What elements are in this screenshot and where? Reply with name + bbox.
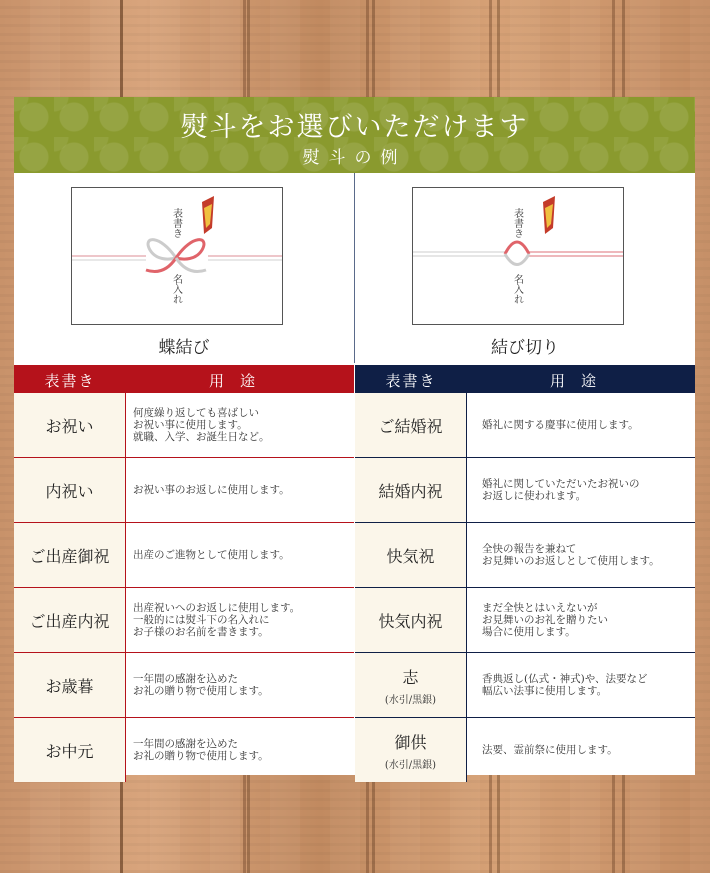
table-row <box>355 588 695 653</box>
row-name <box>355 523 467 587</box>
row-desc: 出産祝いへのお返しに使用します。 一般的には熨斗下の名入れに お子様のお名前を書きます。 <box>133 602 301 638</box>
row-desc: 出産のご進物として使用します。 <box>133 549 290 561</box>
banner-subtitle: 熨斗の例 <box>302 148 407 168</box>
row-name <box>14 393 126 457</box>
banner <box>14 97 695 173</box>
example-label-chomusubi: 蝶結び <box>158 338 210 358</box>
row-desc: 法要、霊前祭に使用します。 <box>482 744 618 756</box>
row-name <box>355 653 467 717</box>
row-name <box>355 393 467 457</box>
row-name-text: お歳暮 <box>45 676 94 696</box>
noshi-paper-musubikiri <box>412 187 624 325</box>
row-name-text: 快気内祝 <box>378 611 443 631</box>
table-row <box>14 523 354 588</box>
row-name <box>355 588 467 652</box>
omote-label-right: 表書き <box>511 208 523 238</box>
row-desc: 一年間の感謝を込めた お礼の贈り物で使用します。 <box>133 673 269 697</box>
table-row <box>355 653 695 718</box>
header-yoto: 用途 <box>549 372 612 390</box>
row-name-text: ご出産内祝 <box>29 611 110 631</box>
row-name <box>14 458 126 522</box>
row-desc: 全快の報告を兼ねて お見舞いのお返しとして使用します。 <box>482 543 660 567</box>
header-omotegaki: 表書き <box>385 372 437 390</box>
table-row <box>355 718 695 782</box>
table-row <box>355 523 695 588</box>
chomusubi-mizuhiki-illustration <box>72 188 282 324</box>
row-name <box>14 523 126 587</box>
row-name-sub: (水引/黒銀) <box>384 694 437 706</box>
musubikiri-mizuhiki-illustration <box>413 188 623 324</box>
row-desc: 一年間の感謝を込めた お礼の贈り物で使用します。 <box>133 738 269 762</box>
row-name <box>355 458 467 522</box>
table-row <box>14 393 354 458</box>
row-name-text: ご結婚祝 <box>378 416 443 436</box>
row-name-sub: (水引/黒銀) <box>384 759 437 771</box>
row-desc: お祝い事のお返しに使用します。 <box>133 484 290 496</box>
row-desc: 婚礼に関する慶事に使用します。 <box>482 419 639 431</box>
row-name-text: 御供 <box>394 732 427 752</box>
row-name <box>14 588 126 652</box>
noshi-guide-panel <box>14 97 695 775</box>
table-row <box>14 588 354 653</box>
row-name <box>355 718 467 782</box>
row-name-text: 結婚内祝 <box>378 481 443 501</box>
table-row <box>14 458 354 523</box>
table-row <box>14 718 354 782</box>
namae-label-right: 名入れ <box>511 274 523 304</box>
table-right-header <box>355 365 695 393</box>
table-left-header <box>14 365 354 393</box>
row-name-text: 快気祝 <box>386 546 435 566</box>
row-name-text: 内祝い <box>45 481 94 501</box>
row-name <box>14 653 126 717</box>
row-name-text: 志 <box>402 667 419 687</box>
row-name-text: ご出産御祝 <box>29 546 110 566</box>
banner-title: 熨斗をお選びいただけます <box>180 112 529 143</box>
row-name <box>14 718 126 782</box>
noshi-paper-chomusubi <box>71 187 283 325</box>
row-desc: 婚礼に関していただいたお祝いの お返しに使われます。 <box>482 478 640 502</box>
row-name-text: お祝い <box>45 416 94 436</box>
namae-label: 名入れ <box>170 274 182 304</box>
omote-label: 表書き <box>170 208 182 238</box>
row-desc: 何度繰り返しても喜ばしい お祝い事に使用します。 就職、入学、お誕生日など。 <box>133 407 270 443</box>
table-row <box>355 458 695 523</box>
row-desc: まだ全快とはいえないが お見舞いのお礼を贈りたい 場合に使用します。 <box>482 602 608 638</box>
header-yoto: 用途 <box>208 372 271 390</box>
table-row <box>355 393 695 458</box>
row-desc: 香典返し(仏式・神式)や、法要など 幅広い法事に使用します。 <box>482 673 648 697</box>
header-omotegaki: 表書き <box>44 372 96 390</box>
row-name-text: お中元 <box>45 741 94 761</box>
table-row <box>14 653 354 718</box>
example-label-musubikiri: 結び切り <box>491 338 559 358</box>
